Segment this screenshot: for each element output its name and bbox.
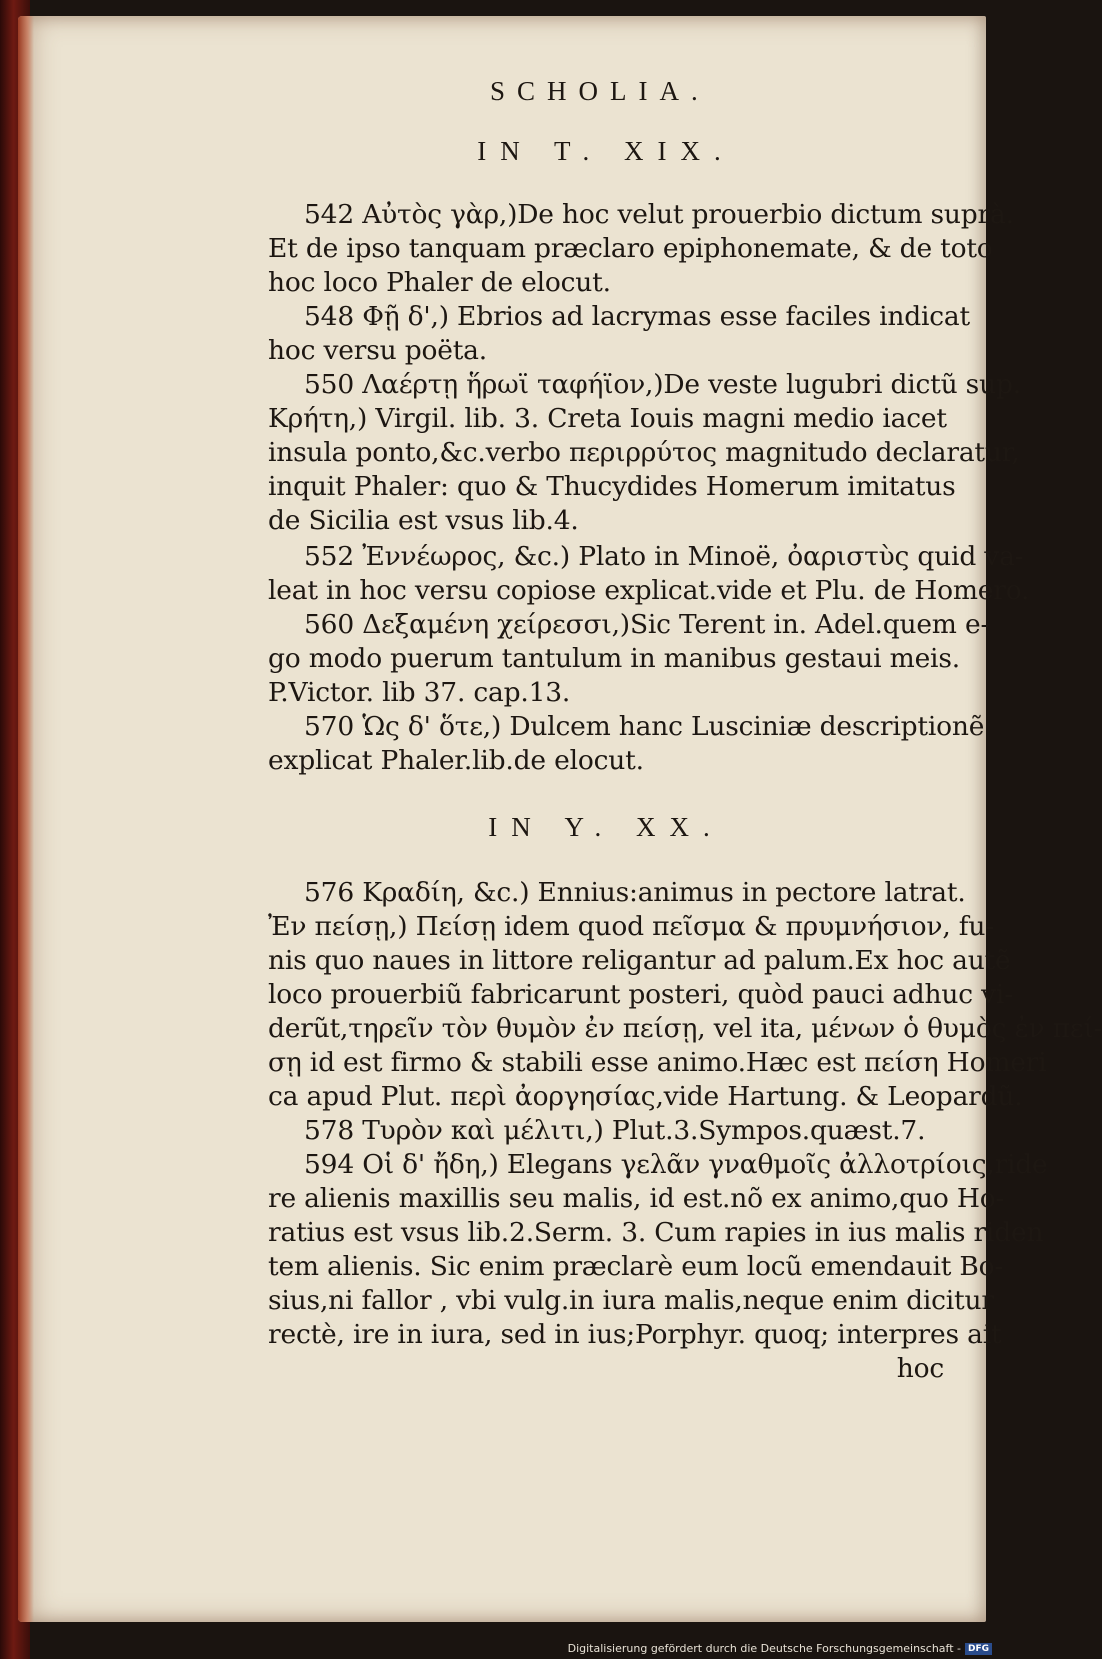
digitization-footer (568, 1642, 992, 1655)
text-line: loco prouerbiũ fabricarunt posteri, quòd pauci adhuc vi- (268, 979, 1013, 1010)
text-line: 576 Κραδίη, &c.) Ennius:animus in pectore latrat. (304, 877, 966, 908)
text-line: explicat Phaler.lib.de elocut. (268, 745, 644, 776)
text-line: 594 Οἱ δ' ἤδη,) Elegans γελᾶν γναθμοῖς ἀλλοτρίοις,ride (304, 1149, 1048, 1180)
text-line: derũt,τηρεῖν τὸν θυμὸν ἐν πείσῃ, vel ita, μένων ὁ θυμὸς ἐν πεί- (268, 1013, 1102, 1044)
section-title-20: IN Y. XX. (488, 812, 724, 842)
text-line: Ἐν πείσῃ,) Πείσῃ idem quod πεῖσμα & πρυμνήσιον, fu- (268, 911, 995, 942)
text-line: leat in hoc versu copiose explicat.vide et Plu. de Homero. (268, 575, 1030, 606)
text-line: 560 Δεξαμένη χείρεσσι,)Sic Terent in. Adel.quem e- (304, 609, 990, 640)
text-line: ca apud Plut. περὶ ἀοργησίας,vide Hartung. & Leopardũ. (268, 1081, 1023, 1112)
text-line: 548 Φῇ δ',) Ebrios ad lacrymas esse faciles indicat (304, 301, 970, 332)
text-line: 550 Λαέρτῃ ἥρωϊ ταφήϊον,)De veste lugubri dictũ sup. (304, 369, 1021, 400)
text-line: Κρήτη,) Virgil. lib. 3. Creta Iouis magni medio iacet (268, 403, 947, 434)
footer-text: Digitalisierung gefördert durch die Deutsche Forschungsgemeinschaft - (567, 1642, 961, 1655)
text-line: inquit Phaler: quo & Thucydides Homerum imitatus (268, 471, 956, 502)
text-line: rectè, ire in iura, sed in ius;Porphyr. quoq; interpres ait (268, 1319, 1002, 1350)
section-title-19: IN T. XIX. (477, 136, 735, 166)
text-line: σῃ id est firmo & stabili esse animo.Hæc est πείση Homeri (268, 1047, 1047, 1078)
text-line: hoc versu poëta. (268, 335, 487, 366)
catchword: hoc (896, 1353, 944, 1384)
text-line: Et de ipso tanquam præclaro epiphonemate, & de toto (268, 233, 993, 264)
text-line: go modo puerum tantulum in manibus gestaui meis. (268, 643, 960, 674)
text-line: de Sicilia est vsus lib.4. (268, 505, 579, 536)
text-line: nis quo naues in littore religantur ad palum.Ex hoc autẽ (268, 945, 1011, 976)
text-line: 578 Τυρὸν καὶ μέλιτι,) Plut.3.Sympos.quæst.7. (304, 1115, 926, 1146)
text-line: ratius est vsus lib.2.Serm. 3. Cum rapies in ius malis riden (268, 1217, 1044, 1248)
text-line: P.Victor. lib 37. cap.13. (268, 677, 571, 708)
page-edge (18, 16, 34, 1622)
text-line: insula ponto,&c.verbo περιρρύτος magnitudo declaratur, (268, 437, 1020, 468)
text-line: sius,ni fallor , vbi vulg.in iura malis,neque enim dicitur (268, 1285, 994, 1316)
text-line: hoc loco Phaler de elocut. (268, 267, 611, 298)
dfg-logo: DFG (965, 1643, 992, 1655)
text-line: 570 Ὡς δ' ὅτε,) Dulcem hanc Lusciniæ descriptionẽ (304, 711, 985, 742)
text-line: 542 Αὐτὸς γὰρ,)De hoc velut prouerbio dictum suprà. (304, 199, 1014, 230)
running-head: SCHOLIA. (490, 76, 710, 106)
text-line: tem alienis. Sic enim præclarè eum locũ emendauit Bo- (268, 1251, 1004, 1282)
text-line: 552 Ἐννέωρος, &c.) Plato in Minoë, ὀαριστὺς quid va- (304, 541, 1024, 572)
text-line: re alienis maxillis seu malis, id est.nõ ex animo,quo Ho- (268, 1183, 1005, 1214)
